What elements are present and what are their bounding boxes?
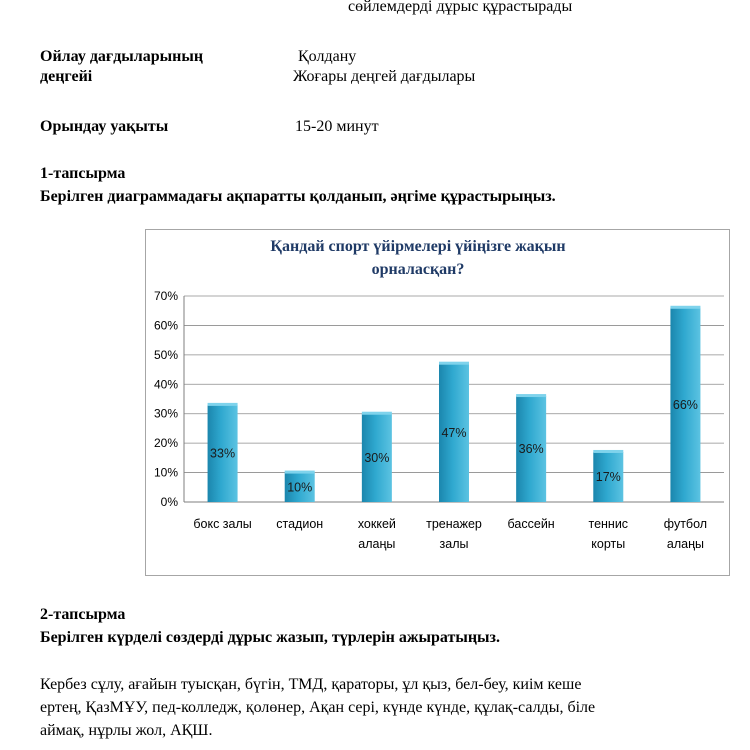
y-tick-label: 10% xyxy=(153,465,178,480)
data-label: 66% xyxy=(672,397,698,412)
y-tick-label: 30% xyxy=(153,406,178,421)
chart-title-line1: Қандай спорт үйірмелері үйіңізге жақын xyxy=(270,238,566,255)
y-tick-label: 50% xyxy=(153,347,178,362)
data-label: 33% xyxy=(210,446,236,461)
category-label: теннис xyxy=(588,517,629,531)
data-label: 10% xyxy=(287,480,313,495)
category-label: стадион xyxy=(276,517,324,531)
bar-top xyxy=(362,412,392,415)
y-tick-label: 0% xyxy=(160,495,178,509)
data-label: 47% xyxy=(441,425,467,440)
thinking-level-label xyxy=(40,47,203,87)
category-label: алаңы xyxy=(666,537,704,551)
data-label: 30% xyxy=(364,450,390,465)
y-tick-label: 70% xyxy=(153,289,178,303)
thinking-level-label-line2: деңгейі xyxy=(40,68,93,85)
bar-top xyxy=(208,403,238,406)
bar-top xyxy=(439,362,469,365)
task2-text-line3: аймақ, нұрлы жол, АҚШ. xyxy=(40,722,213,739)
task2-text-line2: ертең, ҚазМҰУ, пед-колледж, қолөнер, Ақан сері, күнде күнде, құлақ-салды, біле xyxy=(40,699,596,716)
bar-top xyxy=(670,306,700,309)
y-tick-label: 60% xyxy=(153,318,178,333)
category-label: футбол xyxy=(663,517,708,531)
bar-chart-svg xyxy=(146,230,731,577)
task2-instruction: Берілген күрделі сөздерді дұрыс жазып, түрлерін ажыратыңыз. xyxy=(40,629,500,646)
task2-title: 2-тапсырма xyxy=(40,606,126,623)
task1-title: 1-тапсырма xyxy=(40,165,126,182)
data-label: 17% xyxy=(595,469,621,484)
bar-top xyxy=(593,450,623,453)
data-label: 36% xyxy=(518,442,544,457)
chart-title-line2: орналасқан? xyxy=(371,261,465,278)
y-tick-label: 20% xyxy=(153,436,178,451)
thinking-level-value-line2: Жоғары деңгей дағдылары xyxy=(293,68,476,85)
bar-top xyxy=(285,471,315,474)
category-label: алаңы xyxy=(358,537,396,551)
category-label: бассейн xyxy=(507,517,555,531)
duration-label: Орындау уақыты xyxy=(40,118,169,135)
category-label: залы xyxy=(439,537,469,551)
thinking-level-label-line1: Ойлау дағдыларының xyxy=(40,48,204,65)
y-tick-label: 40% xyxy=(153,377,178,392)
bar-chart xyxy=(145,229,730,576)
duration-value: 15-20 минут xyxy=(295,118,379,135)
thinking-level-value xyxy=(293,47,475,87)
category-label: бокс залы xyxy=(193,517,252,531)
task1-instruction: Берілген диаграммадағы ақпаратты қолданып, әңгіме құрастырыңыз. xyxy=(40,188,556,205)
thinking-level-value-line1: Қолдану xyxy=(298,48,357,65)
category-label: корты xyxy=(591,537,626,551)
category-label: хоккей xyxy=(357,517,396,531)
task2-text-line1: Кербез сұлу, ағайын туысқан, бүгін, ТМД, қараторы, ұл қыз, бел-беу, киім кеше xyxy=(40,676,582,693)
category-label: тренажер xyxy=(426,517,482,531)
bar-top xyxy=(516,394,546,397)
header-fragment: сөйлемдерді дұрыс құрастырады xyxy=(348,0,573,15)
